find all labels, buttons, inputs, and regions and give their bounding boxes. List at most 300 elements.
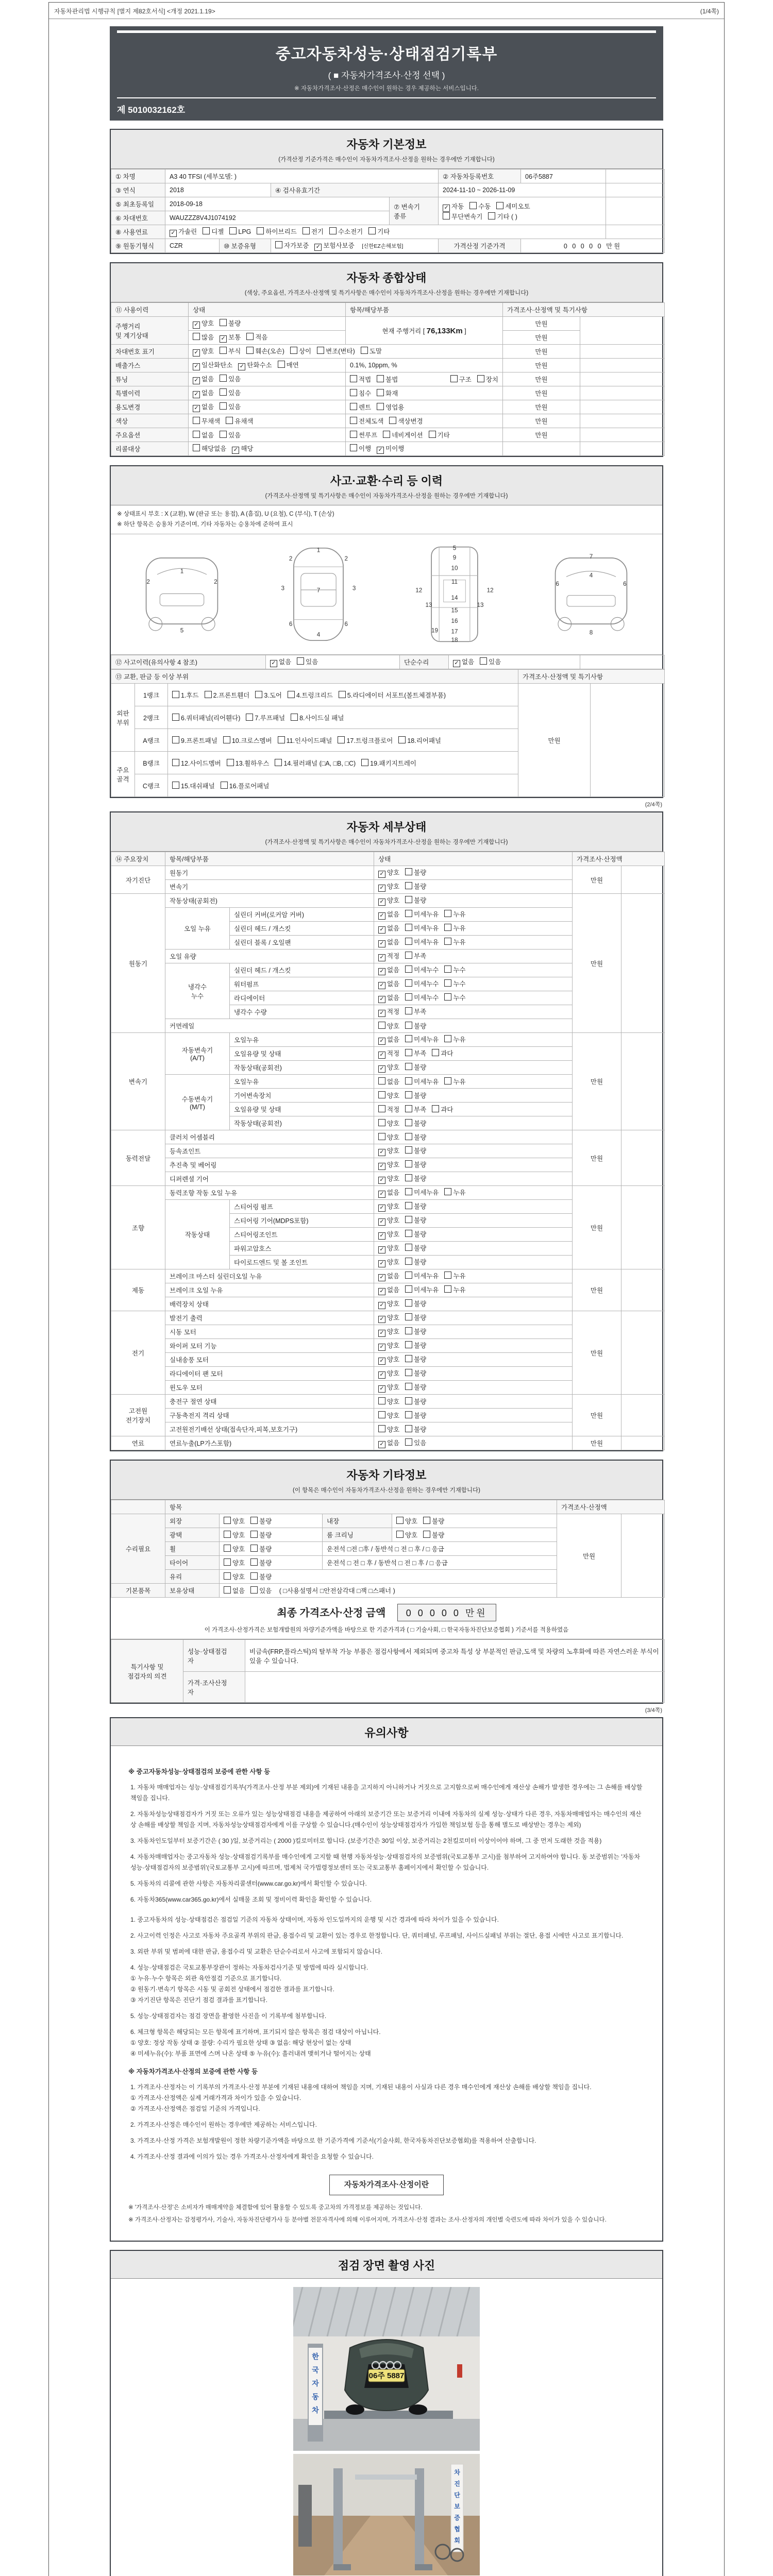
option-불량[interactable]: 불량 — [405, 1425, 426, 1434]
checkbox[interactable]: ✓ — [378, 926, 385, 934]
checkbox[interactable]: ✓ — [378, 885, 385, 892]
option-적음[interactable]: 적음 — [246, 332, 267, 342]
option-수동[interactable]: 수동 — [469, 201, 491, 211]
option-세미오토[interactable]: 세미오토 — [496, 201, 530, 211]
checkbox[interactable]: ✓ — [378, 940, 385, 947]
option-불량[interactable]: 불량 — [405, 1201, 426, 1211]
option-없음[interactable]: ✓ 없음 — [378, 1188, 399, 1198]
checkbox[interactable] — [255, 691, 262, 698]
option-장치[interactable]: 장치 — [477, 375, 498, 384]
option-불량[interactable]: 불량 — [405, 1313, 426, 1322]
option-양호[interactable]: ✓ 양호 — [378, 1382, 399, 1393]
checkbox[interactable]: ✓ — [378, 1246, 385, 1253]
option-양호[interactable]: 양호 — [224, 1558, 245, 1567]
checkbox[interactable] — [405, 1272, 412, 1279]
checkbox[interactable] — [398, 736, 406, 743]
checkbox[interactable] — [303, 227, 310, 234]
option-불량[interactable]: 불량 — [250, 1558, 272, 1567]
checkbox[interactable] — [291, 714, 298, 721]
checkbox[interactable]: ✓ — [378, 1149, 385, 1156]
checkbox[interactable]: ✓ — [193, 349, 200, 357]
checkbox[interactable]: ✓ — [378, 1371, 385, 1379]
option-있음[interactable]: 있음 — [405, 1438, 426, 1447]
checkbox[interactable] — [423, 1531, 430, 1538]
checkbox[interactable] — [405, 1188, 412, 1195]
option-양호[interactable]: ✓ 양호 — [378, 1354, 399, 1365]
checkbox[interactable] — [275, 759, 282, 766]
checkbox[interactable] — [378, 1411, 385, 1418]
checkbox[interactable] — [317, 347, 324, 354]
option-있음[interactable]: 있음 — [250, 1586, 272, 1595]
option-미세누유[interactable]: 미세누유 — [405, 1271, 439, 1280]
option-불량[interactable]: 불량 — [405, 1146, 426, 1155]
checkbox[interactable]: ✓ — [378, 1330, 385, 1337]
option-해당없음[interactable]: 해당없음 — [193, 444, 226, 453]
option-양호[interactable]: ✓ 양호 — [378, 1243, 399, 1253]
checkbox[interactable] — [250, 1586, 258, 1594]
option-미세누수[interactable]: 미세누수 — [405, 965, 439, 974]
option-하이브리드[interactable]: 하이브리드 — [257, 227, 296, 236]
option-6.쿼터패널(리어휀다)[interactable]: 6.쿼터패널(리어휀다) — [172, 713, 240, 722]
checkbox[interactable] — [227, 759, 234, 766]
option-보통[interactable]: ✓ 보통 — [220, 332, 241, 343]
checkbox[interactable]: ✓ — [378, 899, 385, 906]
checkbox[interactable] — [432, 1049, 439, 1056]
option-불량[interactable]: 불량 — [250, 1516, 272, 1526]
option-불량[interactable]: 불량 — [405, 1174, 426, 1183]
checkbox[interactable]: ✓ — [378, 1358, 385, 1365]
checkbox[interactable] — [226, 417, 233, 424]
option-해당[interactable]: ✓ 해당 — [232, 444, 253, 454]
option-양호[interactable]: 양호 — [396, 1530, 417, 1539]
option-불량[interactable]: 불량 — [405, 1299, 426, 1308]
checkbox[interactable]: ✓ — [378, 1163, 385, 1170]
checkbox[interactable] — [405, 1119, 412, 1126]
option-있음[interactable]: 있음 — [220, 430, 241, 439]
option-무채색[interactable]: 무채색 — [193, 416, 220, 426]
option-영업용[interactable]: 영업용 — [377, 402, 404, 412]
checkbox[interactable] — [405, 1146, 412, 1154]
option-불량[interactable]: 불량 — [405, 1327, 426, 1336]
option-불량[interactable]: 불량 — [405, 1368, 426, 1378]
option-누수[interactable]: 누수 — [444, 979, 465, 988]
checkbox[interactable] — [350, 389, 357, 396]
checkbox[interactable] — [405, 938, 412, 945]
option-부족[interactable]: 부족 — [405, 1048, 426, 1058]
option-12.사이드멤버[interactable]: 12.사이드멤버 — [172, 758, 221, 768]
checkbox[interactable] — [250, 1517, 258, 1524]
option-없음[interactable]: ✓ 없음 — [453, 657, 474, 667]
checkbox[interactable]: ✓ — [378, 1038, 385, 1045]
option-16.플로어패널[interactable]: 16.플로어패널 — [221, 781, 270, 790]
checkbox[interactable] — [288, 691, 295, 698]
option-양호[interactable]: ✓ 양호 — [378, 1327, 399, 1337]
option-14.필러패널 (□A, □B, □C)[interactable]: 14.필러패널 (□A, □B, □C) — [275, 758, 356, 768]
checkbox[interactable] — [224, 1572, 231, 1580]
option-불량[interactable]: 불량 — [405, 1132, 426, 1142]
option-없음[interactable]: ✓ 없음 — [378, 1438, 399, 1448]
checkbox[interactable] — [203, 227, 210, 234]
checkbox[interactable] — [172, 736, 179, 743]
option-없음[interactable]: ✓ 없음 — [193, 388, 214, 398]
option-양호[interactable]: ✓ 양호 — [378, 1341, 399, 1351]
option-도말[interactable]: 도말 — [361, 346, 382, 355]
checkbox[interactable]: ✓ — [170, 230, 177, 237]
checkbox[interactable] — [405, 1077, 412, 1084]
option-불법[interactable]: 불법 — [377, 375, 398, 384]
checkbox[interactable]: ✓ — [378, 1232, 385, 1240]
checkbox[interactable] — [405, 1369, 412, 1376]
option-상이[interactable]: 상이 — [290, 346, 311, 355]
option-불량[interactable]: 불량 — [405, 1021, 426, 1030]
option-없음[interactable]: ✓ 없음 — [378, 937, 399, 947]
checkbox[interactable] — [444, 1077, 451, 1084]
option-있음[interactable]: 있음 — [480, 657, 501, 666]
checkbox[interactable] — [224, 1531, 231, 1538]
option-불량[interactable]: 불량 — [405, 1397, 426, 1406]
checkbox[interactable]: ✓ — [193, 377, 200, 384]
option-없음[interactable]: 없음 — [224, 1586, 245, 1595]
option-누유[interactable]: 누유 — [444, 923, 465, 933]
checkbox[interactable] — [378, 1133, 385, 1140]
option-양호[interactable]: 양호 — [224, 1572, 245, 1581]
option-없음[interactable]: 없음 — [193, 430, 214, 439]
option-미세누유[interactable]: 미세누유 — [405, 1285, 439, 1294]
option-무단변속기[interactable]: 무단변속기 — [443, 212, 482, 221]
option-누유[interactable]: 누유 — [444, 1035, 465, 1044]
option-없음[interactable]: ✓ 없음 — [378, 965, 399, 975]
option-침수[interactable]: 침수 — [350, 388, 371, 398]
checkbox[interactable] — [350, 375, 357, 382]
checkbox[interactable]: ✓ — [378, 1177, 385, 1184]
checkbox[interactable]: ✓ — [378, 1274, 385, 1281]
checkbox[interactable] — [378, 1119, 385, 1126]
checkbox[interactable] — [193, 417, 200, 424]
checkbox[interactable] — [383, 431, 390, 438]
checkbox[interactable] — [378, 1397, 385, 1404]
option-자가보증[interactable]: 자가보증 — [275, 241, 309, 250]
option-없음[interactable]: ✓ 없음 — [378, 1271, 399, 1281]
option-없음[interactable]: ✓ 없음 — [193, 402, 214, 412]
option-누수[interactable]: 누수 — [444, 965, 465, 974]
checkbox[interactable] — [405, 952, 412, 959]
checkbox[interactable] — [423, 1517, 430, 1524]
option-미세누유[interactable]: 미세누유 — [405, 909, 439, 919]
checkbox[interactable]: ✓ — [378, 912, 385, 920]
option-적정[interactable]: ✓ 적정 — [378, 951, 399, 961]
checkbox[interactable]: ✓ — [378, 871, 385, 878]
checkbox[interactable] — [405, 1063, 412, 1070]
option-양호[interactable]: 양호 — [224, 1530, 245, 1539]
option-불량[interactable]: 불량 — [405, 1118, 426, 1128]
checkbox[interactable] — [405, 924, 412, 931]
option-미세누유[interactable]: 미세누유 — [405, 923, 439, 933]
option-17.트렁크플로어[interactable]: 17.트렁크플로어 — [338, 736, 393, 745]
option-기타[interactable]: 기타 — [429, 430, 450, 439]
option-양호[interactable]: ✓ 양호 — [378, 1313, 399, 1323]
option-5.라디에이터 서포트(볼트체결부품)[interactable]: 5.라디에이터 서포트(볼트체결부품) — [339, 690, 446, 700]
checkbox[interactable] — [338, 736, 345, 743]
checkbox[interactable]: ✓ — [193, 391, 200, 398]
checkbox[interactable]: ✓ — [193, 363, 200, 370]
option-미세누수[interactable]: 미세누수 — [405, 993, 439, 1002]
checkbox[interactable]: ✓ — [453, 660, 460, 667]
checkbox[interactable]: ✓ — [378, 1316, 385, 1323]
checkbox[interactable]: ✓ — [378, 982, 385, 989]
checkbox[interactable] — [193, 431, 200, 438]
option-과다[interactable]: 과다 — [432, 1048, 453, 1058]
checkbox[interactable] — [378, 1105, 385, 1112]
checkbox[interactable] — [488, 212, 495, 219]
option-화재[interactable]: 화재 — [377, 388, 398, 398]
checkbox[interactable] — [444, 993, 451, 1001]
option-불량[interactable]: 불량 — [405, 1243, 426, 1252]
checkbox[interactable] — [405, 1244, 412, 1251]
checkbox[interactable]: ✓ — [238, 363, 245, 370]
option-불량[interactable]: 불량 — [405, 1229, 426, 1239]
checkbox[interactable] — [405, 1091, 412, 1098]
option-적정[interactable]: ✓ 적정 — [378, 1048, 399, 1059]
checkbox[interactable] — [396, 1531, 404, 1538]
option-유채색[interactable]: 유채색 — [226, 416, 253, 426]
checkbox[interactable]: ✓ — [378, 1205, 385, 1212]
checkbox[interactable] — [396, 1517, 404, 1524]
checkbox[interactable]: ✓ — [378, 968, 385, 975]
option-8.사이드실 패널[interactable]: 8.사이드실 패널 — [291, 713, 344, 722]
checkbox[interactable] — [405, 1438, 412, 1446]
option-양호[interactable]: ✓ 양호 — [378, 1062, 399, 1073]
checkbox[interactable] — [389, 417, 396, 424]
option-없음[interactable]: ✓ 없음 — [270, 657, 291, 667]
option-양호[interactable]: 양호 — [378, 1397, 399, 1406]
option-기타 ( )[interactable]: 기타 ( ) — [488, 212, 517, 221]
checkbox[interactable] — [405, 1341, 412, 1348]
checkbox[interactable] — [496, 202, 503, 209]
checkbox[interactable] — [469, 202, 477, 209]
option-양호[interactable]: ✓ 양호 — [378, 1201, 399, 1212]
checkbox[interactable] — [224, 1558, 231, 1566]
checkbox[interactable] — [224, 1545, 231, 1552]
checkbox[interactable] — [405, 1397, 412, 1404]
checkbox[interactable] — [405, 1174, 412, 1181]
checkbox[interactable] — [405, 1105, 412, 1112]
option-없음[interactable]: ✓ 없음 — [378, 993, 399, 1003]
checkbox[interactable]: ✓ — [378, 1441, 385, 1448]
option-적법[interactable]: 적법 — [350, 375, 371, 384]
checkbox[interactable] — [377, 375, 384, 382]
checkbox[interactable] — [224, 1586, 231, 1594]
option-불량[interactable]: 불량 — [250, 1530, 272, 1539]
option-미세누유[interactable]: 미세누유 — [405, 937, 439, 946]
checkbox[interactable] — [444, 924, 451, 931]
option-양호[interactable]: ✓ 양호 — [378, 1160, 399, 1170]
option-2.프론트휀더[interactable]: 2.프론트휀더 — [205, 690, 250, 700]
option-있음[interactable]: 있음 — [297, 657, 318, 666]
option-양호[interactable]: ✓ 양호 — [378, 1174, 399, 1184]
checkbox[interactable] — [444, 1035, 451, 1042]
option-없음[interactable]: ✓ 없음 — [378, 979, 399, 989]
checkbox[interactable] — [350, 431, 357, 438]
checkbox[interactable]: ✓ — [314, 244, 322, 251]
option-11.인사이드패널[interactable]: 11.인사이드패널 — [278, 736, 332, 745]
checkbox[interactable] — [405, 1160, 412, 1167]
option-있음[interactable]: 있음 — [220, 402, 241, 411]
checkbox[interactable] — [297, 657, 304, 665]
checkbox[interactable]: ✓ — [378, 1385, 385, 1393]
checkbox[interactable]: ✓ — [270, 660, 277, 667]
checkbox[interactable] — [250, 1558, 258, 1566]
checkbox[interactable] — [275, 241, 282, 248]
checkbox[interactable] — [220, 431, 227, 438]
option-불량[interactable]: 불량 — [250, 1544, 272, 1553]
option-없음[interactable]: 없음 — [378, 1077, 399, 1086]
checkbox[interactable] — [405, 1425, 412, 1432]
checkbox[interactable] — [378, 1425, 385, 1432]
option-양호[interactable]: ✓ 양호 — [193, 346, 214, 357]
checkbox[interactable] — [246, 714, 253, 721]
checkbox[interactable]: ✓ — [378, 1065, 385, 1073]
option-불량[interactable]: 불량 — [405, 1160, 426, 1169]
option-누유[interactable]: 누유 — [444, 1077, 465, 1086]
checkbox[interactable] — [220, 319, 227, 326]
checkbox[interactable] — [257, 227, 264, 234]
checkbox[interactable] — [405, 1202, 412, 1209]
checkbox[interactable] — [405, 1383, 412, 1390]
checkbox[interactable] — [220, 402, 227, 410]
option-19.패키지트레이[interactable]: 19.패키지트레이 — [361, 758, 416, 768]
option-부족[interactable]: 부족 — [405, 1105, 426, 1114]
option-LPG[interactable]: LPG — [229, 227, 251, 235]
checkbox[interactable] — [250, 1531, 258, 1538]
checkbox[interactable] — [444, 1272, 451, 1279]
option-13.휠하우스[interactable]: 13.휠하우스 — [227, 758, 270, 768]
checkbox[interactable] — [405, 965, 412, 973]
option-양호[interactable]: ✓ 양호 — [378, 1215, 399, 1226]
option-불량[interactable]: 불량 — [220, 318, 241, 328]
checkbox[interactable]: ✓ — [378, 1260, 385, 1267]
checkbox[interactable] — [378, 1022, 385, 1029]
checkbox[interactable] — [405, 868, 412, 875]
option-불량[interactable]: 불량 — [405, 895, 426, 905]
option-있음[interactable]: 있음 — [220, 374, 241, 383]
checkbox[interactable]: ✓ — [232, 447, 239, 454]
option-불량[interactable]: 불량 — [423, 1516, 444, 1526]
checkbox[interactable] — [246, 333, 254, 340]
checkbox[interactable]: ✓ — [443, 205, 450, 212]
option-불량[interactable]: 불량 — [405, 1257, 426, 1266]
option-일산화탄소[interactable]: ✓ 일산화탄소 — [193, 360, 232, 370]
checkbox[interactable] — [339, 691, 346, 698]
option-누유[interactable]: 누유 — [444, 937, 465, 946]
option-부족[interactable]: 부족 — [405, 1007, 426, 1016]
checkbox[interactable] — [444, 979, 451, 987]
checkbox[interactable] — [405, 1258, 412, 1265]
option-양호[interactable]: 양호 — [378, 1091, 399, 1100]
checkbox[interactable] — [278, 736, 285, 743]
option-누수[interactable]: 누수 — [444, 993, 465, 1002]
checkbox[interactable] — [405, 1133, 412, 1140]
checkbox[interactable]: ✓ — [193, 321, 200, 329]
checkbox[interactable] — [405, 1035, 412, 1042]
checkbox[interactable] — [429, 431, 436, 438]
checkbox[interactable] — [220, 388, 227, 396]
checkbox[interactable] — [444, 965, 451, 973]
checkbox[interactable] — [250, 1545, 258, 1552]
checkbox[interactable] — [172, 759, 179, 766]
option-양호[interactable]: ✓ 양호 — [378, 1146, 399, 1156]
checkbox[interactable] — [405, 1216, 412, 1223]
checkbox[interactable] — [480, 657, 487, 665]
checkbox[interactable] — [477, 375, 484, 382]
option-양호[interactable]: ✓ 양호 — [378, 895, 399, 906]
option-이행[interactable]: 이행 — [350, 444, 371, 453]
option-없음[interactable]: ✓ 없음 — [378, 1035, 399, 1045]
checkbox[interactable] — [172, 714, 179, 721]
checkbox[interactable] — [405, 1022, 412, 1029]
checkbox[interactable] — [405, 1049, 412, 1056]
option-불량[interactable]: 불량 — [405, 868, 426, 877]
checkbox[interactable] — [220, 347, 227, 354]
checkbox[interactable] — [172, 782, 179, 789]
option-양호[interactable]: ✓ 양호 — [378, 1368, 399, 1379]
option-부식[interactable]: 부식 — [220, 346, 241, 355]
checkbox[interactable] — [278, 361, 285, 368]
checkbox[interactable] — [368, 227, 376, 234]
checkbox[interactable] — [350, 444, 357, 451]
checkbox[interactable] — [229, 227, 237, 234]
checkbox[interactable] — [350, 403, 357, 410]
option-탄화수소[interactable]: ✓ 탄화수소 — [238, 360, 272, 370]
checkbox[interactable] — [220, 375, 227, 382]
option-양호[interactable]: 양호 — [224, 1516, 245, 1526]
checkbox[interactable] — [444, 910, 451, 917]
checkbox[interactable] — [377, 389, 384, 396]
option-불량[interactable]: 불량 — [405, 1091, 426, 1100]
checkbox[interactable] — [405, 1411, 412, 1418]
checkbox[interactable] — [405, 1355, 412, 1362]
option-과다[interactable]: 과다 — [432, 1105, 453, 1114]
checkbox[interactable]: ✓ — [378, 1302, 385, 1309]
checkbox[interactable]: ✓ — [378, 1344, 385, 1351]
checkbox[interactable]: ✓ — [378, 1010, 385, 1017]
option-불량[interactable]: 불량 — [405, 1215, 426, 1225]
option-전체도색[interactable]: 전체도색 — [350, 416, 383, 426]
checkbox[interactable]: ✓ — [378, 996, 385, 1003]
option-기타[interactable]: 기타 — [368, 227, 390, 236]
option-변조(변타)[interactable]: 변조(변타) — [317, 346, 355, 355]
option-적정[interactable]: 적정 — [378, 1105, 399, 1114]
option-양호[interactable]: ✓ 양호 — [378, 882, 399, 892]
checkbox[interactable] — [405, 993, 412, 1001]
checkbox[interactable] — [193, 444, 200, 451]
checkbox[interactable] — [250, 1572, 258, 1580]
option-적정[interactable]: ✓ 적정 — [378, 1007, 399, 1017]
checkbox[interactable] — [405, 910, 412, 917]
option-4.트렁크리드[interactable]: 4.트렁크리드 — [288, 690, 333, 700]
option-양호[interactable]: 양호 — [378, 1021, 399, 1030]
checkbox[interactable] — [405, 896, 412, 903]
option-불량[interactable]: 불량 — [405, 1354, 426, 1364]
option-훼손(오손)[interactable]: 훼손(오손) — [246, 346, 284, 355]
option-많음[interactable]: 많음 — [193, 332, 214, 342]
checkbox[interactable] — [444, 1285, 451, 1293]
checkbox[interactable] — [405, 1007, 412, 1014]
option-가솔린[interactable]: ✓ 가솔린 — [170, 227, 197, 237]
option-미이행[interactable]: ✓ 미이행 — [377, 444, 404, 454]
option-양호[interactable]: 양호 — [378, 1425, 399, 1434]
checkbox[interactable] — [377, 403, 384, 410]
option-미세누유[interactable]: 미세누유 — [405, 1188, 439, 1197]
